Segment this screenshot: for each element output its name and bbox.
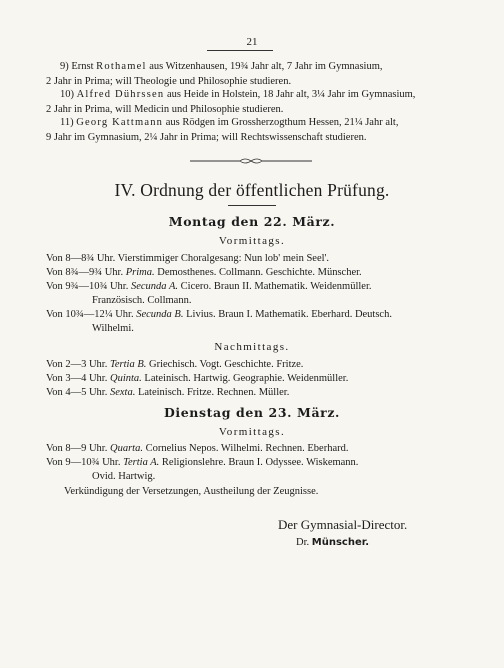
schedule-continuation: Ovid. Hartwig. (92, 471, 156, 482)
schedule-class: Quinta. (109, 373, 142, 384)
schedule-time: Von 2—3 Uhr. (46, 359, 108, 370)
schedule-continuation: Französisch. Collmann. (92, 295, 192, 306)
schedule-class: Sexta. (109, 387, 136, 398)
page-number: 21 (246, 36, 258, 48)
schedule-time: Von 8—9 Uhr. (46, 443, 108, 454)
student-entry-10 (46, 88, 464, 117)
student-entry-line: 2 Jahr in Prima, will Medicin und Philosophie studieren. (46, 103, 284, 115)
schedule-row: Von 10¾—12¼ Uhr. Secunda B. Livius. Braun I. Mathematik. Eberhard. Deutsch. (46, 309, 392, 320)
student-name: Rothamel (96, 61, 147, 72)
student-entry-line: 9) Ernst Rothamel aus Witzenhausen, 19¾ Jahr alt, 7 Jahr im Gymnasium, (60, 61, 383, 72)
schedule-continuation: Wilhelmi. (92, 323, 134, 334)
schedule-row: Von 8—8¾ Uhr. Vierstimmiger Choralgesang: Nun lob' mein Seel'. (46, 253, 330, 264)
closing-note: Verkündigung der Versetzungen, Austheilung der Zeugnisse. (64, 486, 319, 497)
afternoon-label: Nachmittags. (214, 341, 290, 353)
schedule-row: Von 3—4 Uhr. Quinta. Lateinisch. Hartwig. Geographie. Weidenmüller. (46, 373, 349, 384)
schedule-time: Von 9¾—10¾ Uhr. (46, 281, 129, 292)
student-entry-line: 9 Jahr im Gymnasium, 2¼ Jahr in Prima; will Rechtswissenschaft studieren. (46, 131, 367, 143)
section-title: IV. Ordnung der öffentlichen Prüfung. (114, 180, 390, 200)
student-entry-line: 2 Jahr in Prima; will Theologie und Philosophie studieren. (46, 75, 292, 87)
schedule-class: Secunda B. (136, 309, 184, 320)
schedule-row: Von 8¾—9¾ Uhr. Prima. Demosthenes. Collmann. Geschichte. Münscher. (46, 267, 362, 278)
schedule-time: Von 8—8¾ Uhr. (46, 253, 116, 264)
schedule-class: Secunda A. (130, 281, 179, 292)
schedule-class: Tertia A. (123, 457, 160, 468)
ornament-divider (188, 156, 314, 166)
student-entry-line: 10) Alfred Dührssen aus Heide in Holstein, 18 Jahr alt, 3¼ Jahr im Gymnasium, (60, 89, 416, 100)
schedule-row: Von 8—9 Uhr. Quarta. Cornelius Nepos. Wilhelmi. Rechnen. Eberhard. (46, 443, 349, 454)
day-heading-monday: Montag den 22. März. (168, 214, 336, 229)
day-heading-tuesday: Dienstag den 23. März. (163, 405, 341, 420)
schedule-row: Von 2—3 Uhr. Tertia B. Griechisch. Vogt. Geschichte. Fritze. (46, 359, 304, 370)
schedule-time: Von 8¾—9¾ Uhr. (46, 267, 124, 278)
section-title-rule (228, 205, 276, 206)
signature-title: Der Gymnasial-Director. (278, 517, 408, 532)
schedule-row: Von 9—10¾ Uhr. Tertia A. Religionslehre. Braun I. Odyssee. Wiskemann. (46, 457, 359, 468)
student-name: Alfred Dührssen (76, 89, 165, 100)
morning-label: Vormittags. (218, 235, 286, 247)
signature-name: Dr. Münscher. (296, 537, 370, 548)
schedule-time: Von 4—5 Uhr. (46, 387, 108, 398)
schedule-class: Tertia B. (109, 359, 147, 370)
schedule-row: Von 9¾—10¾ Uhr. Secunda A. Cicero. Braun II. Mathematik. Weidenmüller. (46, 281, 372, 292)
morning-label: Vormittags. (218, 426, 286, 438)
student-entry-9 (46, 60, 464, 89)
schedule-class: Quarta. (109, 443, 143, 454)
page-number-rule (207, 50, 273, 51)
schedule-row: Von 4—5 Uhr. Sexta. Lateinisch. Fritze. Rechnen. Müller. (46, 387, 290, 398)
schedule-time: Von 3—4 Uhr. (46, 373, 108, 384)
student-name: Georg Kattmann (76, 117, 164, 128)
student-entry-11 (46, 116, 464, 145)
schedule-class: Prima. (125, 267, 155, 278)
schedule-time: Von 9—10¾ Uhr. (46, 457, 121, 468)
student-entry-line: 11) Georg Kattmann aus Rödgen im Grossherzogthum Hessen, 21¼ Jahr alt, (60, 117, 399, 128)
schedule-time: Von 10¾—12¼ Uhr. (46, 309, 134, 320)
